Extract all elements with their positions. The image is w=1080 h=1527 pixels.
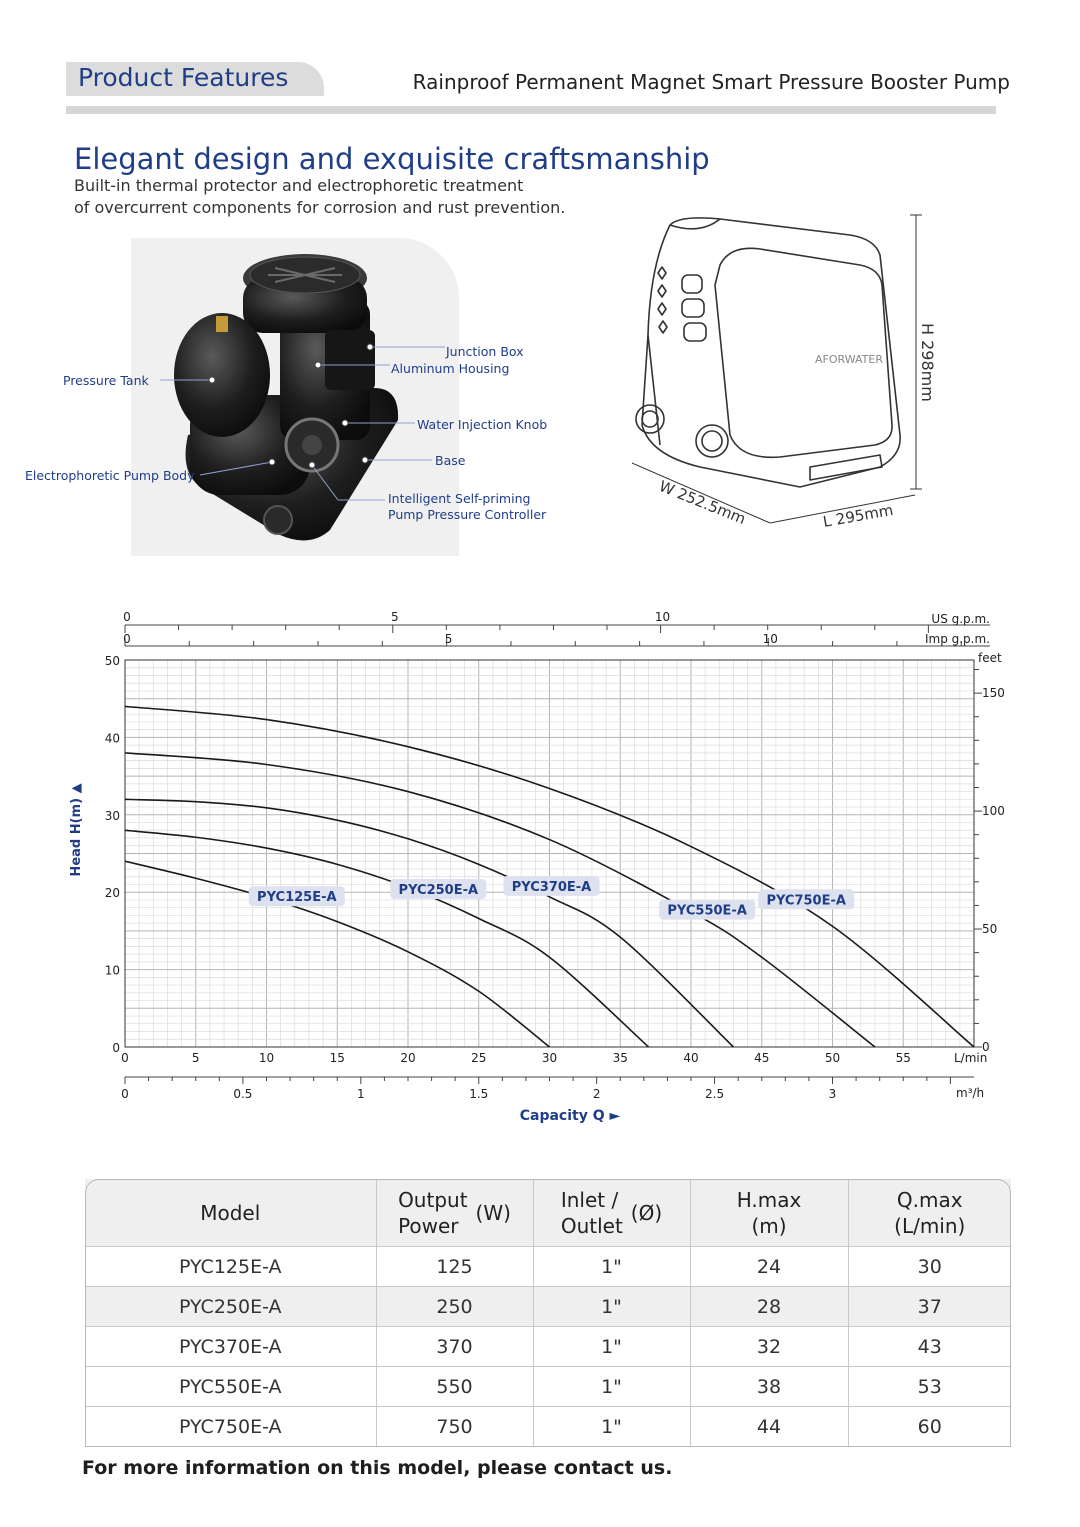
cell-hmax: 38 bbox=[690, 1367, 848, 1407]
header-hmax-line-2: (m) bbox=[751, 1213, 787, 1238]
intro-text-line-2: of overcurrent components for corrosion and rust prevention. bbox=[74, 198, 566, 217]
spec-table bbox=[85, 1179, 1011, 1447]
cell-power: 370 bbox=[376, 1327, 533, 1367]
label-pressure-tank: Pressure Tank bbox=[63, 373, 149, 388]
dimension-height: H 298mm bbox=[918, 323, 937, 402]
chart-y-axis-label: Head H(m) ▲ bbox=[69, 783, 84, 877]
m3h-tick-label: 1 bbox=[357, 1087, 365, 1101]
cell-power: 125 bbox=[376, 1247, 533, 1287]
x-tick-label: 25 bbox=[471, 1051, 487, 1065]
label-controller-line-2: Pump Pressure Controller bbox=[388, 507, 547, 522]
cell-inlet: 1" bbox=[533, 1367, 690, 1407]
cell-hmax: 28 bbox=[690, 1287, 848, 1327]
header-qmax-line-1: Q.max bbox=[896, 1187, 963, 1212]
header-inlet-unit: (Ø) bbox=[630, 1200, 663, 1225]
header-hmax bbox=[690, 1179, 848, 1247]
header-qmax bbox=[848, 1179, 1011, 1247]
cell-power: 550 bbox=[376, 1367, 533, 1407]
y-tick-label: 30 bbox=[104, 808, 120, 823]
x-tick-label: 30 bbox=[541, 1051, 558, 1065]
series-label: PYC125E-A bbox=[257, 890, 337, 906]
feet-tick-label: 0 bbox=[982, 1040, 990, 1054]
cell-inlet: 1" bbox=[533, 1327, 690, 1367]
table-row bbox=[85, 1247, 1011, 1287]
series-label: PYC370E-A bbox=[511, 879, 592, 895]
footer-contact-note: For more information on this model, please contact us. bbox=[82, 1457, 673, 1479]
m3h-tick-label: 0.5 bbox=[233, 1087, 253, 1101]
series-label: PYC550E-A bbox=[667, 903, 747, 919]
cell-qmax: 43 bbox=[848, 1327, 1011, 1367]
x-tick-label: 40 bbox=[683, 1051, 699, 1065]
chart-x-axis-label: Capacity Q ► bbox=[519, 1108, 621, 1124]
chart-axes bbox=[105, 610, 1005, 1101]
drawing-brand-mark: AFORWATER bbox=[815, 353, 883, 366]
header-power-line-2: Power bbox=[398, 1213, 459, 1238]
usgpm-tick-label: 10 bbox=[654, 610, 671, 624]
dimension-length: L 295mm bbox=[821, 500, 895, 531]
impgpm-tick-label: 10 bbox=[762, 632, 778, 646]
cell-model: PYC250E-A bbox=[85, 1287, 376, 1327]
y-tick-label: 10 bbox=[104, 963, 120, 978]
feet-unit-label: feet bbox=[978, 651, 1002, 665]
m3h-tick-label: 2 bbox=[592, 1087, 601, 1101]
performance-curve-chart bbox=[0, 600, 1080, 1140]
cell-inlet: 1" bbox=[533, 1407, 690, 1447]
cell-qmax: 53 bbox=[848, 1367, 1011, 1407]
table-header-row bbox=[85, 1179, 1011, 1247]
cell-hmax: 32 bbox=[690, 1327, 848, 1367]
cell-power: 750 bbox=[376, 1407, 533, 1447]
impgpm-unit-label: Imp g.p.m. bbox=[924, 632, 990, 646]
label-aluminum-housing: Aluminum Housing bbox=[391, 361, 510, 376]
m3h-tick-label: 2.5 bbox=[705, 1087, 725, 1101]
cell-inlet: 1" bbox=[533, 1247, 690, 1287]
x-tick-label: 55 bbox=[895, 1051, 911, 1065]
intro-text-line-1: Built-in thermal protector and electrophoretic treatment bbox=[74, 176, 524, 195]
x-tick-label: 0 bbox=[121, 1051, 129, 1065]
label-base: Base bbox=[435, 453, 466, 468]
cell-model: PYC550E-A bbox=[85, 1367, 376, 1407]
cell-inlet: 1" bbox=[533, 1287, 690, 1327]
x-tick-label: 45 bbox=[754, 1051, 770, 1065]
usgpm-tick-label: 5 bbox=[390, 610, 399, 624]
label-junction-box: Junction Box bbox=[446, 344, 524, 359]
header-divider bbox=[66, 106, 996, 114]
header-hmax-line-1: H.max bbox=[736, 1187, 802, 1212]
x-tick-label: 10 bbox=[258, 1051, 275, 1065]
header-inlet-outlet bbox=[533, 1179, 690, 1247]
m3h-tick-label: 0 bbox=[121, 1087, 129, 1101]
table-row bbox=[85, 1327, 1011, 1367]
pump-dimension-drawing bbox=[610, 205, 970, 545]
header-inlet-line-2: Outlet bbox=[560, 1213, 623, 1238]
feet-tick-label: 100 bbox=[982, 804, 1005, 819]
cell-power: 250 bbox=[376, 1287, 533, 1327]
feet-tick-label: 50 bbox=[982, 922, 998, 937]
label-controller-line-1: Intelligent Self-priming bbox=[388, 491, 531, 506]
table-row bbox=[85, 1367, 1011, 1407]
x-tick-label: 20 bbox=[400, 1051, 416, 1065]
usgpm-tick-label: 0 bbox=[123, 610, 131, 624]
label-water-injection-knob: Water Injection Knob bbox=[417, 417, 548, 432]
y-tick-label: 50 bbox=[104, 654, 120, 668]
header-qmax-line-2: (L/min) bbox=[894, 1213, 966, 1238]
header-power-unit: (W) bbox=[475, 1200, 511, 1225]
header-model-text: Model bbox=[200, 1200, 261, 1225]
header-model bbox=[85, 1179, 376, 1247]
feet-tick-label: 150 bbox=[982, 686, 1005, 701]
series-label: PYC750E-A bbox=[766, 893, 846, 909]
header-product-name: Rainproof Permanent Magnet Smart Pressure Booster Pump bbox=[412, 70, 1010, 94]
x-tick-label: 50 bbox=[824, 1051, 841, 1065]
impgpm-tick-label: 0 bbox=[123, 632, 131, 646]
x-tick-label: 35 bbox=[612, 1051, 628, 1065]
y-tick-label: 0 bbox=[112, 1041, 120, 1055]
y-tick-label: 40 bbox=[104, 731, 120, 746]
cell-model: PYC125E-A bbox=[85, 1247, 376, 1287]
m3h-tick-label: 1.5 bbox=[469, 1087, 489, 1101]
x-unit-label: L/min bbox=[954, 1051, 988, 1065]
cell-hmax: 24 bbox=[690, 1247, 848, 1287]
table-row bbox=[85, 1407, 1011, 1447]
usgpm-unit-label: US g.p.m. bbox=[931, 612, 990, 626]
cell-qmax: 30 bbox=[848, 1247, 1011, 1287]
x-tick-label: 15 bbox=[329, 1051, 345, 1065]
cell-model: PYC750E-A bbox=[85, 1407, 376, 1447]
cell-qmax: 37 bbox=[848, 1287, 1011, 1327]
cell-qmax: 60 bbox=[848, 1407, 1011, 1447]
dimension-width: W 252.5mm bbox=[656, 477, 749, 529]
header-tab-title: Product Features bbox=[78, 63, 289, 92]
table-row bbox=[85, 1287, 1011, 1327]
header-inlet-line-1: Inlet / bbox=[560, 1187, 619, 1212]
series-label: PYC250E-A bbox=[398, 882, 479, 898]
m3h-unit-label: m³/h bbox=[956, 1086, 985, 1100]
label-pump-body: Electrophoretic Pump Body bbox=[25, 468, 195, 483]
x-tick-label: 5 bbox=[191, 1051, 200, 1065]
cell-hmax: 44 bbox=[690, 1407, 848, 1447]
impgpm-tick-label: 5 bbox=[444, 632, 453, 646]
m3h-tick-label: 3 bbox=[828, 1087, 837, 1101]
header-power-line-1: Output bbox=[398, 1187, 468, 1212]
header-output-power bbox=[376, 1179, 533, 1247]
cell-model: PYC370E-A bbox=[85, 1327, 376, 1367]
y-tick-label: 20 bbox=[104, 886, 120, 901]
section-title: Elegant design and exquisite craftsmanship bbox=[74, 142, 710, 176]
